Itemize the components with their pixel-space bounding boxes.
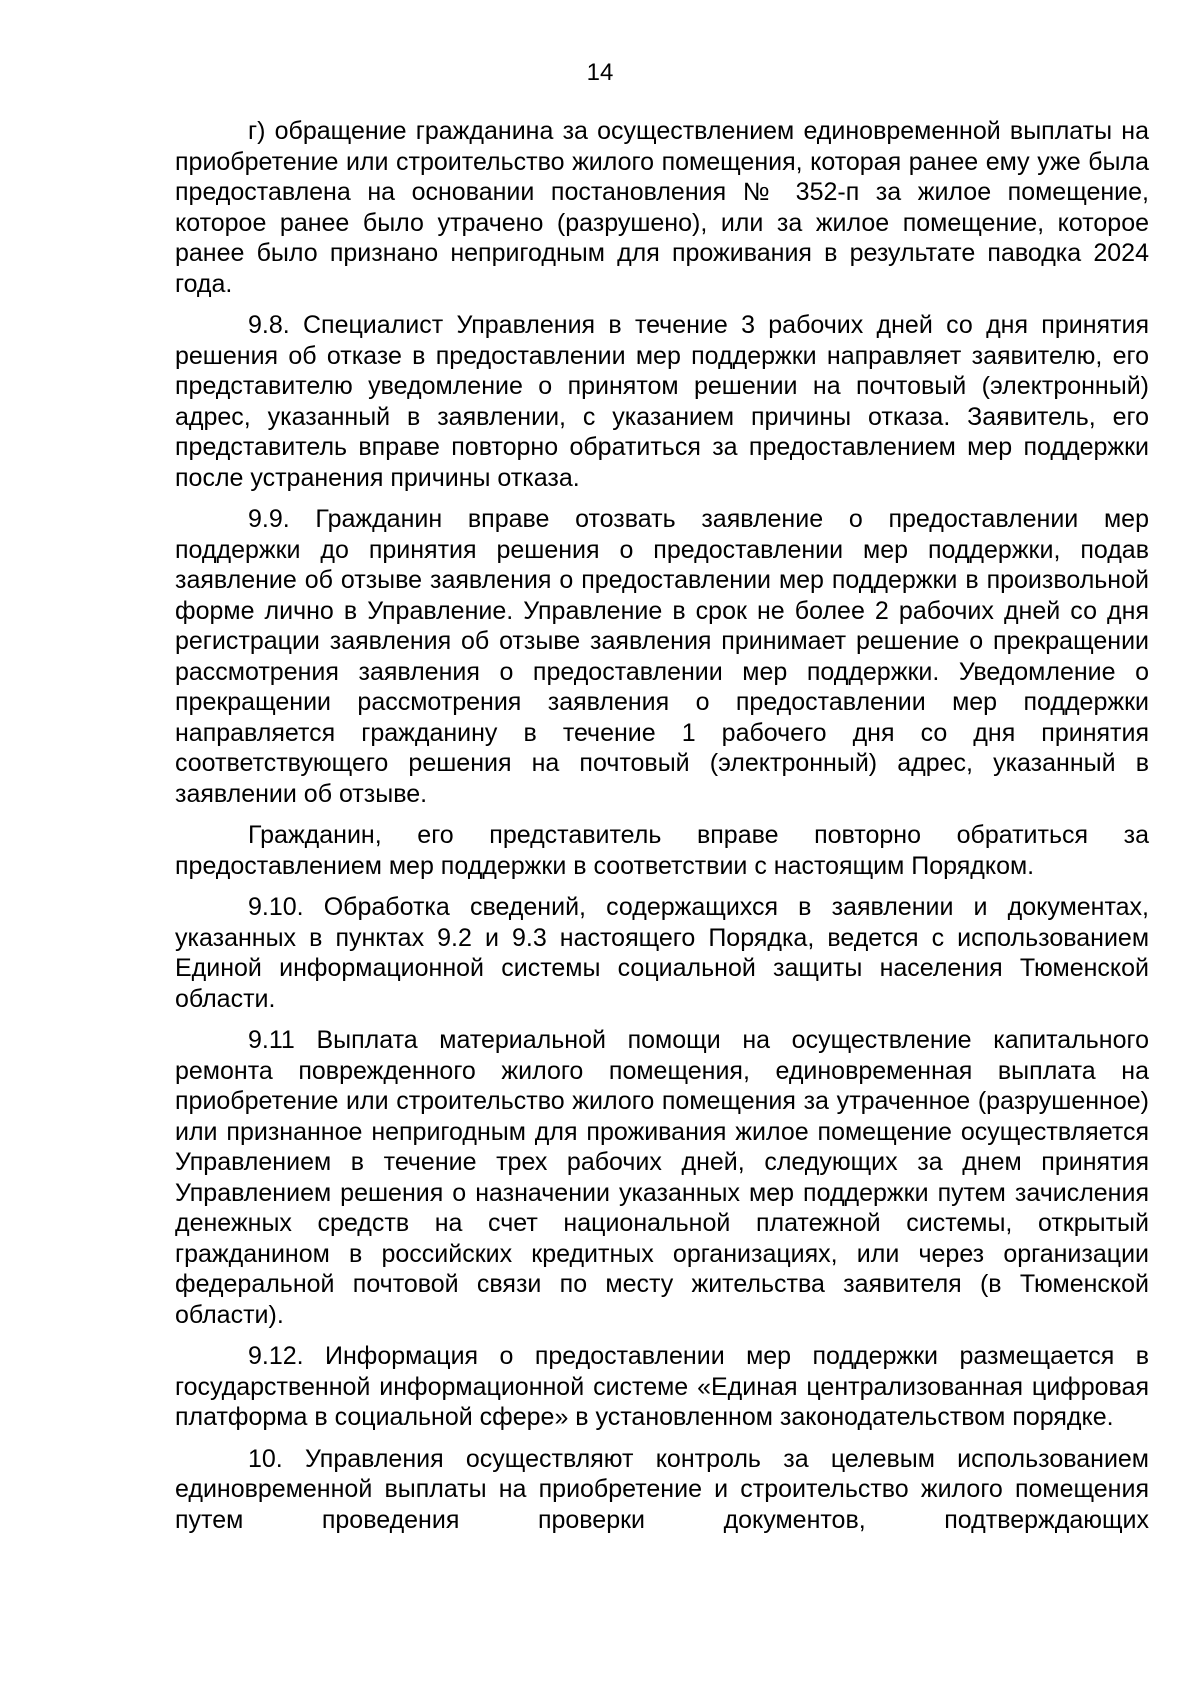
paragraph-item-g: г) обращение гражданина за осуществлением единовременной выплаты на приобретение или строительство жилого помещения, которая ранее ему уже была предоставлена на основании постановления № 352-п за жилое помещение, которое ранее было утрачено (разрушено), или за жилое помещение, которое ранее было признано непригодным для проживания в результате паводка 2024 года. — [175, 117, 1149, 298]
page-number: 14 — [586, 59, 614, 86]
paragraph-9-10: 9.10. Обработка сведений, содержащихся в заявлении и документах, указанных в пунктах 9.2 и 9.3 настоящего Порядка, ведется с использованием Единой информационной системы социальной защиты населения Тюменской области. — [175, 893, 1149, 1013]
paragraph-9-8: 9.8. Специалист Управления в течение 3 рабочих дней со дня принятия решения об отказе в предоставлении мер поддержки направляет заявителю, его представителю уведомление о принятом решении на почтовый (электронный) адрес, указанный в заявлении, с указанием причины отказа. Заявитель, его представитель вправе повторно обратиться за предоставлением мер поддержки после устранения причины отказа. — [175, 311, 1149, 492]
paragraph-9-12: 9.12. Информация о предоставлении мер поддержки размещается в государственной информационной системе «Единая централизованная цифровая платформа в социальной сфере» в установленном законодательством порядке. — [175, 1342, 1149, 1431]
paragraph-10: 10. Управления осуществляют контроль за целевым использованием единовременной выплаты на приобретение и строительство жилого помещения путем проведения проверки документов, подтверждающих — [175, 1444, 1149, 1534]
document-body — [175, 116, 1149, 1535]
paragraph-9-11: 9.11 Выплата материальной помощи на осуществление капитального ремонта поврежденного жилого помещения, единовременная выплата на приобретение или строительство жилого помещения за утраченное (разрушенное) или признанное непригодным для проживания жилое помещение осуществляется Управлением в течение трех рабочих дней, следующих за днем принятия Управлением решения о назначении указанных мер поддержки путем зачисления денежных средств на счет национальной платежной системы, открытый гражданином в российских кредитных организациях, или через организации федеральной почтовой связи по месту жительства заявителя (в Тюменской области). — [175, 1026, 1149, 1329]
paragraph-resubmission: Гражданин, его представитель вправе повторно обратиться за предоставлением мер поддержки в соответствии с настоящим Порядком. — [175, 821, 1149, 880]
paragraph-9-9: 9.9. Гражданин вправе отозвать заявление о предоставлении мер поддержки до принятия решения о предоставлении мер поддержки, подав заявление об отзыве заявления о предоставлении мер поддержки в произвольной форме лично в Управление. Управление в срок не более 2 рабочих дней со дня регистрации заявления об отзыве заявления принимает решение о прекращении рассмотрения заявления о предоставлении мер поддержки. Уведомление о прекращении рассмотрения заявления о предоставлении мер поддержки направляется гражданину в течение 1 рабочего дня со дня принятия соответствующего решения на почтовый (электронный) адрес, указанный в заявлении об отзыве. — [175, 505, 1149, 808]
